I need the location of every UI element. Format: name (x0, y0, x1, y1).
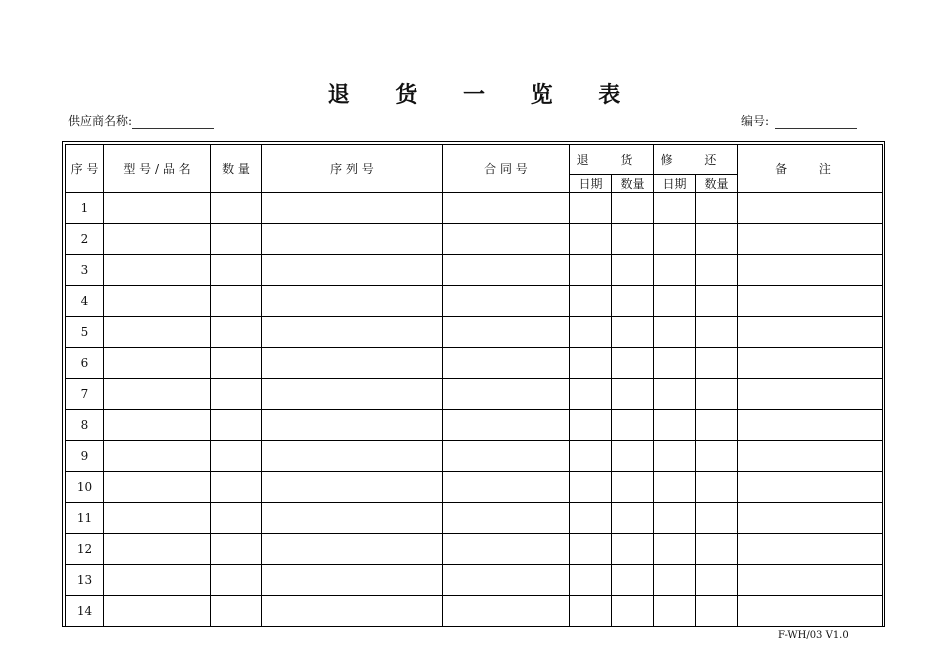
form-code: F-WH/03 V1.0 (778, 630, 849, 641)
cell-model[interactable] (104, 255, 211, 286)
table-frame (62, 141, 885, 627)
table-row (66, 379, 883, 410)
cell-remarks[interactable] (738, 286, 883, 317)
row-index: 7 (66, 379, 104, 410)
cell-remarks[interactable] (738, 193, 883, 224)
cell-qty[interactable] (211, 193, 262, 224)
cell-qty[interactable] (211, 565, 262, 596)
cell-return-date[interactable] (570, 379, 612, 410)
cell-repair-date[interactable] (654, 596, 696, 627)
table-row (66, 441, 883, 472)
cell-return-count[interactable] (612, 503, 654, 534)
cell-model[interactable] (104, 348, 211, 379)
table-row (66, 255, 883, 286)
cell-model[interactable] (104, 286, 211, 317)
cell-return-date[interactable] (570, 317, 612, 348)
cell-contract[interactable] (443, 224, 570, 255)
return-list-table (65, 144, 883, 627)
cell-serial[interactable] (262, 224, 443, 255)
cell-repair-count[interactable] (696, 441, 738, 472)
cell-return-count[interactable] (612, 534, 654, 565)
row-index: 2 (66, 224, 104, 255)
cell-return-count[interactable] (612, 472, 654, 503)
cell-return-date[interactable] (570, 286, 612, 317)
row-index: 1 (66, 193, 104, 224)
cell-return-date[interactable] (570, 410, 612, 441)
cell-return-count[interactable] (612, 348, 654, 379)
cell-remarks[interactable] (738, 224, 883, 255)
header-row (66, 145, 883, 175)
cell-qty[interactable] (211, 286, 262, 317)
number-label: 编号: (741, 114, 770, 128)
cell-serial[interactable] (262, 193, 443, 224)
cell-repair-date[interactable] (654, 565, 696, 596)
table-row (66, 224, 883, 255)
row-index: 6 (66, 348, 104, 379)
cell-remarks[interactable] (738, 503, 883, 534)
table-row (66, 565, 883, 596)
cell-model[interactable] (104, 565, 211, 596)
cell-serial[interactable] (262, 441, 443, 472)
cell-return-date[interactable] (570, 224, 612, 255)
cell-serial[interactable] (262, 286, 443, 317)
table-row (66, 317, 883, 348)
cell-contract[interactable] (443, 596, 570, 627)
subheader-repair-date: 日期 (654, 175, 696, 193)
cell-repair-count[interactable] (696, 379, 738, 410)
cell-repair-count[interactable] (696, 534, 738, 565)
cell-qty[interactable] (211, 410, 262, 441)
cell-repair-date[interactable] (654, 317, 696, 348)
cell-model[interactable] (104, 193, 211, 224)
cell-repair-date[interactable] (654, 286, 696, 317)
row-index: 4 (66, 286, 104, 317)
cell-remarks[interactable] (738, 534, 883, 565)
header-contract: 合 同 号 (443, 145, 570, 193)
cell-return-count[interactable] (612, 255, 654, 286)
cell-return-count[interactable] (612, 441, 654, 472)
table-row (66, 193, 883, 224)
cell-remarks[interactable] (738, 410, 883, 441)
header-model: 型 号 / 品 名 (104, 145, 211, 193)
header-remarks: 备 注 (738, 145, 883, 193)
cell-return-date[interactable] (570, 255, 612, 286)
cell-return-count[interactable] (612, 410, 654, 441)
row-index: 9 (66, 441, 104, 472)
cell-repair-date[interactable] (654, 503, 696, 534)
cell-contract[interactable] (443, 410, 570, 441)
cell-contract[interactable] (443, 379, 570, 410)
cell-model[interactable] (104, 379, 211, 410)
cell-repair-count[interactable] (696, 503, 738, 534)
cell-qty[interactable] (211, 348, 262, 379)
cell-return-date[interactable] (570, 534, 612, 565)
row-index: 14 (66, 596, 104, 627)
cell-serial[interactable] (262, 410, 443, 441)
cell-repair-count[interactable] (696, 255, 738, 286)
cell-repair-count[interactable] (696, 193, 738, 224)
cell-contract[interactable] (443, 286, 570, 317)
number-field (741, 112, 857, 129)
cell-qty[interactable] (211, 379, 262, 410)
cell-serial[interactable] (262, 317, 443, 348)
cell-return-count[interactable] (612, 286, 654, 317)
cell-return-count[interactable] (612, 317, 654, 348)
row-index: 10 (66, 472, 104, 503)
cell-repair-count[interactable] (696, 348, 738, 379)
table-row (66, 286, 883, 317)
row-index: 13 (66, 565, 104, 596)
cell-model[interactable] (104, 224, 211, 255)
cell-serial[interactable] (262, 565, 443, 596)
cell-model[interactable] (104, 317, 211, 348)
cell-repair-date[interactable] (654, 472, 696, 503)
cell-model[interactable] (104, 503, 211, 534)
cell-repair-date[interactable] (654, 348, 696, 379)
subheader-return-date: 日期 (570, 175, 612, 193)
cell-contract[interactable] (443, 534, 570, 565)
cell-repair-count[interactable] (696, 596, 738, 627)
cell-qty[interactable] (211, 472, 262, 503)
cell-contract[interactable] (443, 441, 570, 472)
cell-qty[interactable] (211, 441, 262, 472)
table-body (66, 193, 883, 627)
cell-return-date[interactable] (570, 596, 612, 627)
supplier-name-field (68, 112, 214, 129)
supplier-name-label: 供应商名称: (68, 114, 133, 128)
cell-model[interactable] (104, 441, 211, 472)
cell-model[interactable] (104, 596, 211, 627)
cell-contract[interactable] (443, 193, 570, 224)
cell-return-date[interactable] (570, 472, 612, 503)
cell-return-date[interactable] (570, 441, 612, 472)
cell-repair-date[interactable] (654, 255, 696, 286)
table-row (66, 534, 883, 565)
cell-qty[interactable] (211, 534, 262, 565)
subheader-return-count: 数量 (612, 175, 654, 193)
cell-model[interactable] (104, 472, 211, 503)
cell-return-count[interactable] (612, 565, 654, 596)
cell-repair-date[interactable] (654, 534, 696, 565)
cell-model[interactable] (104, 410, 211, 441)
cell-repair-count[interactable] (696, 410, 738, 441)
cell-remarks[interactable] (738, 379, 883, 410)
row-index: 3 (66, 255, 104, 286)
table-row (66, 348, 883, 379)
cell-contract[interactable] (443, 317, 570, 348)
cell-remarks[interactable] (738, 317, 883, 348)
cell-return-date[interactable] (570, 565, 612, 596)
cell-serial[interactable] (262, 503, 443, 534)
cell-remarks[interactable] (738, 348, 883, 379)
subheader-repair-count: 数量 (696, 175, 738, 193)
cell-return-count[interactable] (612, 224, 654, 255)
cell-serial[interactable] (262, 534, 443, 565)
cell-return-date[interactable] (570, 503, 612, 534)
cell-remarks[interactable] (738, 472, 883, 503)
cell-serial[interactable] (262, 472, 443, 503)
cell-return-count[interactable] (612, 193, 654, 224)
cell-contract[interactable] (443, 565, 570, 596)
header-return: 退 货 (570, 145, 654, 175)
cell-repair-count[interactable] (696, 286, 738, 317)
cell-remarks[interactable] (738, 255, 883, 286)
cell-repair-date[interactable] (654, 441, 696, 472)
cell-repair-date[interactable] (654, 224, 696, 255)
cell-qty[interactable] (211, 224, 262, 255)
cell-remarks[interactable] (738, 565, 883, 596)
cell-remarks[interactable] (738, 596, 883, 627)
cell-return-count[interactable] (612, 596, 654, 627)
cell-contract[interactable] (443, 255, 570, 286)
cell-repair-count[interactable] (696, 224, 738, 255)
header-seq: 序 号 (66, 145, 104, 193)
cell-repair-count[interactable] (696, 317, 738, 348)
cell-return-count[interactable] (612, 379, 654, 410)
cell-repair-date[interactable] (654, 193, 696, 224)
cell-model[interactable] (104, 534, 211, 565)
cell-return-date[interactable] (570, 193, 612, 224)
supplier-name-blank[interactable] (132, 116, 214, 129)
table-row (66, 410, 883, 441)
row-index: 8 (66, 410, 104, 441)
cell-serial[interactable] (262, 255, 443, 286)
header-repair: 修 还 (654, 145, 738, 175)
cell-serial[interactable] (262, 348, 443, 379)
cell-contract[interactable] (443, 472, 570, 503)
row-index: 5 (66, 317, 104, 348)
cell-qty[interactable] (211, 255, 262, 286)
header-qty: 数 量 (211, 145, 262, 193)
cell-qty[interactable] (211, 503, 262, 534)
table-row (66, 596, 883, 627)
cell-contract[interactable] (443, 348, 570, 379)
header-serial: 序 列 号 (262, 145, 443, 193)
table-row (66, 472, 883, 503)
cell-contract[interactable] (443, 503, 570, 534)
cell-repair-count[interactable] (696, 565, 738, 596)
cell-qty[interactable] (211, 596, 262, 627)
cell-repair-count[interactable] (696, 472, 738, 503)
cell-serial[interactable] (262, 596, 443, 627)
row-index: 12 (66, 534, 104, 565)
row-index: 11 (66, 503, 104, 534)
document-title: 退 货 一 览 表 (327, 83, 623, 108)
cell-repair-date[interactable] (654, 410, 696, 441)
cell-return-date[interactable] (570, 348, 612, 379)
table-row (66, 503, 883, 534)
cell-serial[interactable] (262, 379, 443, 410)
cell-qty[interactable] (211, 317, 262, 348)
cell-remarks[interactable] (738, 441, 883, 472)
cell-repair-date[interactable] (654, 379, 696, 410)
number-blank[interactable] (775, 116, 857, 129)
